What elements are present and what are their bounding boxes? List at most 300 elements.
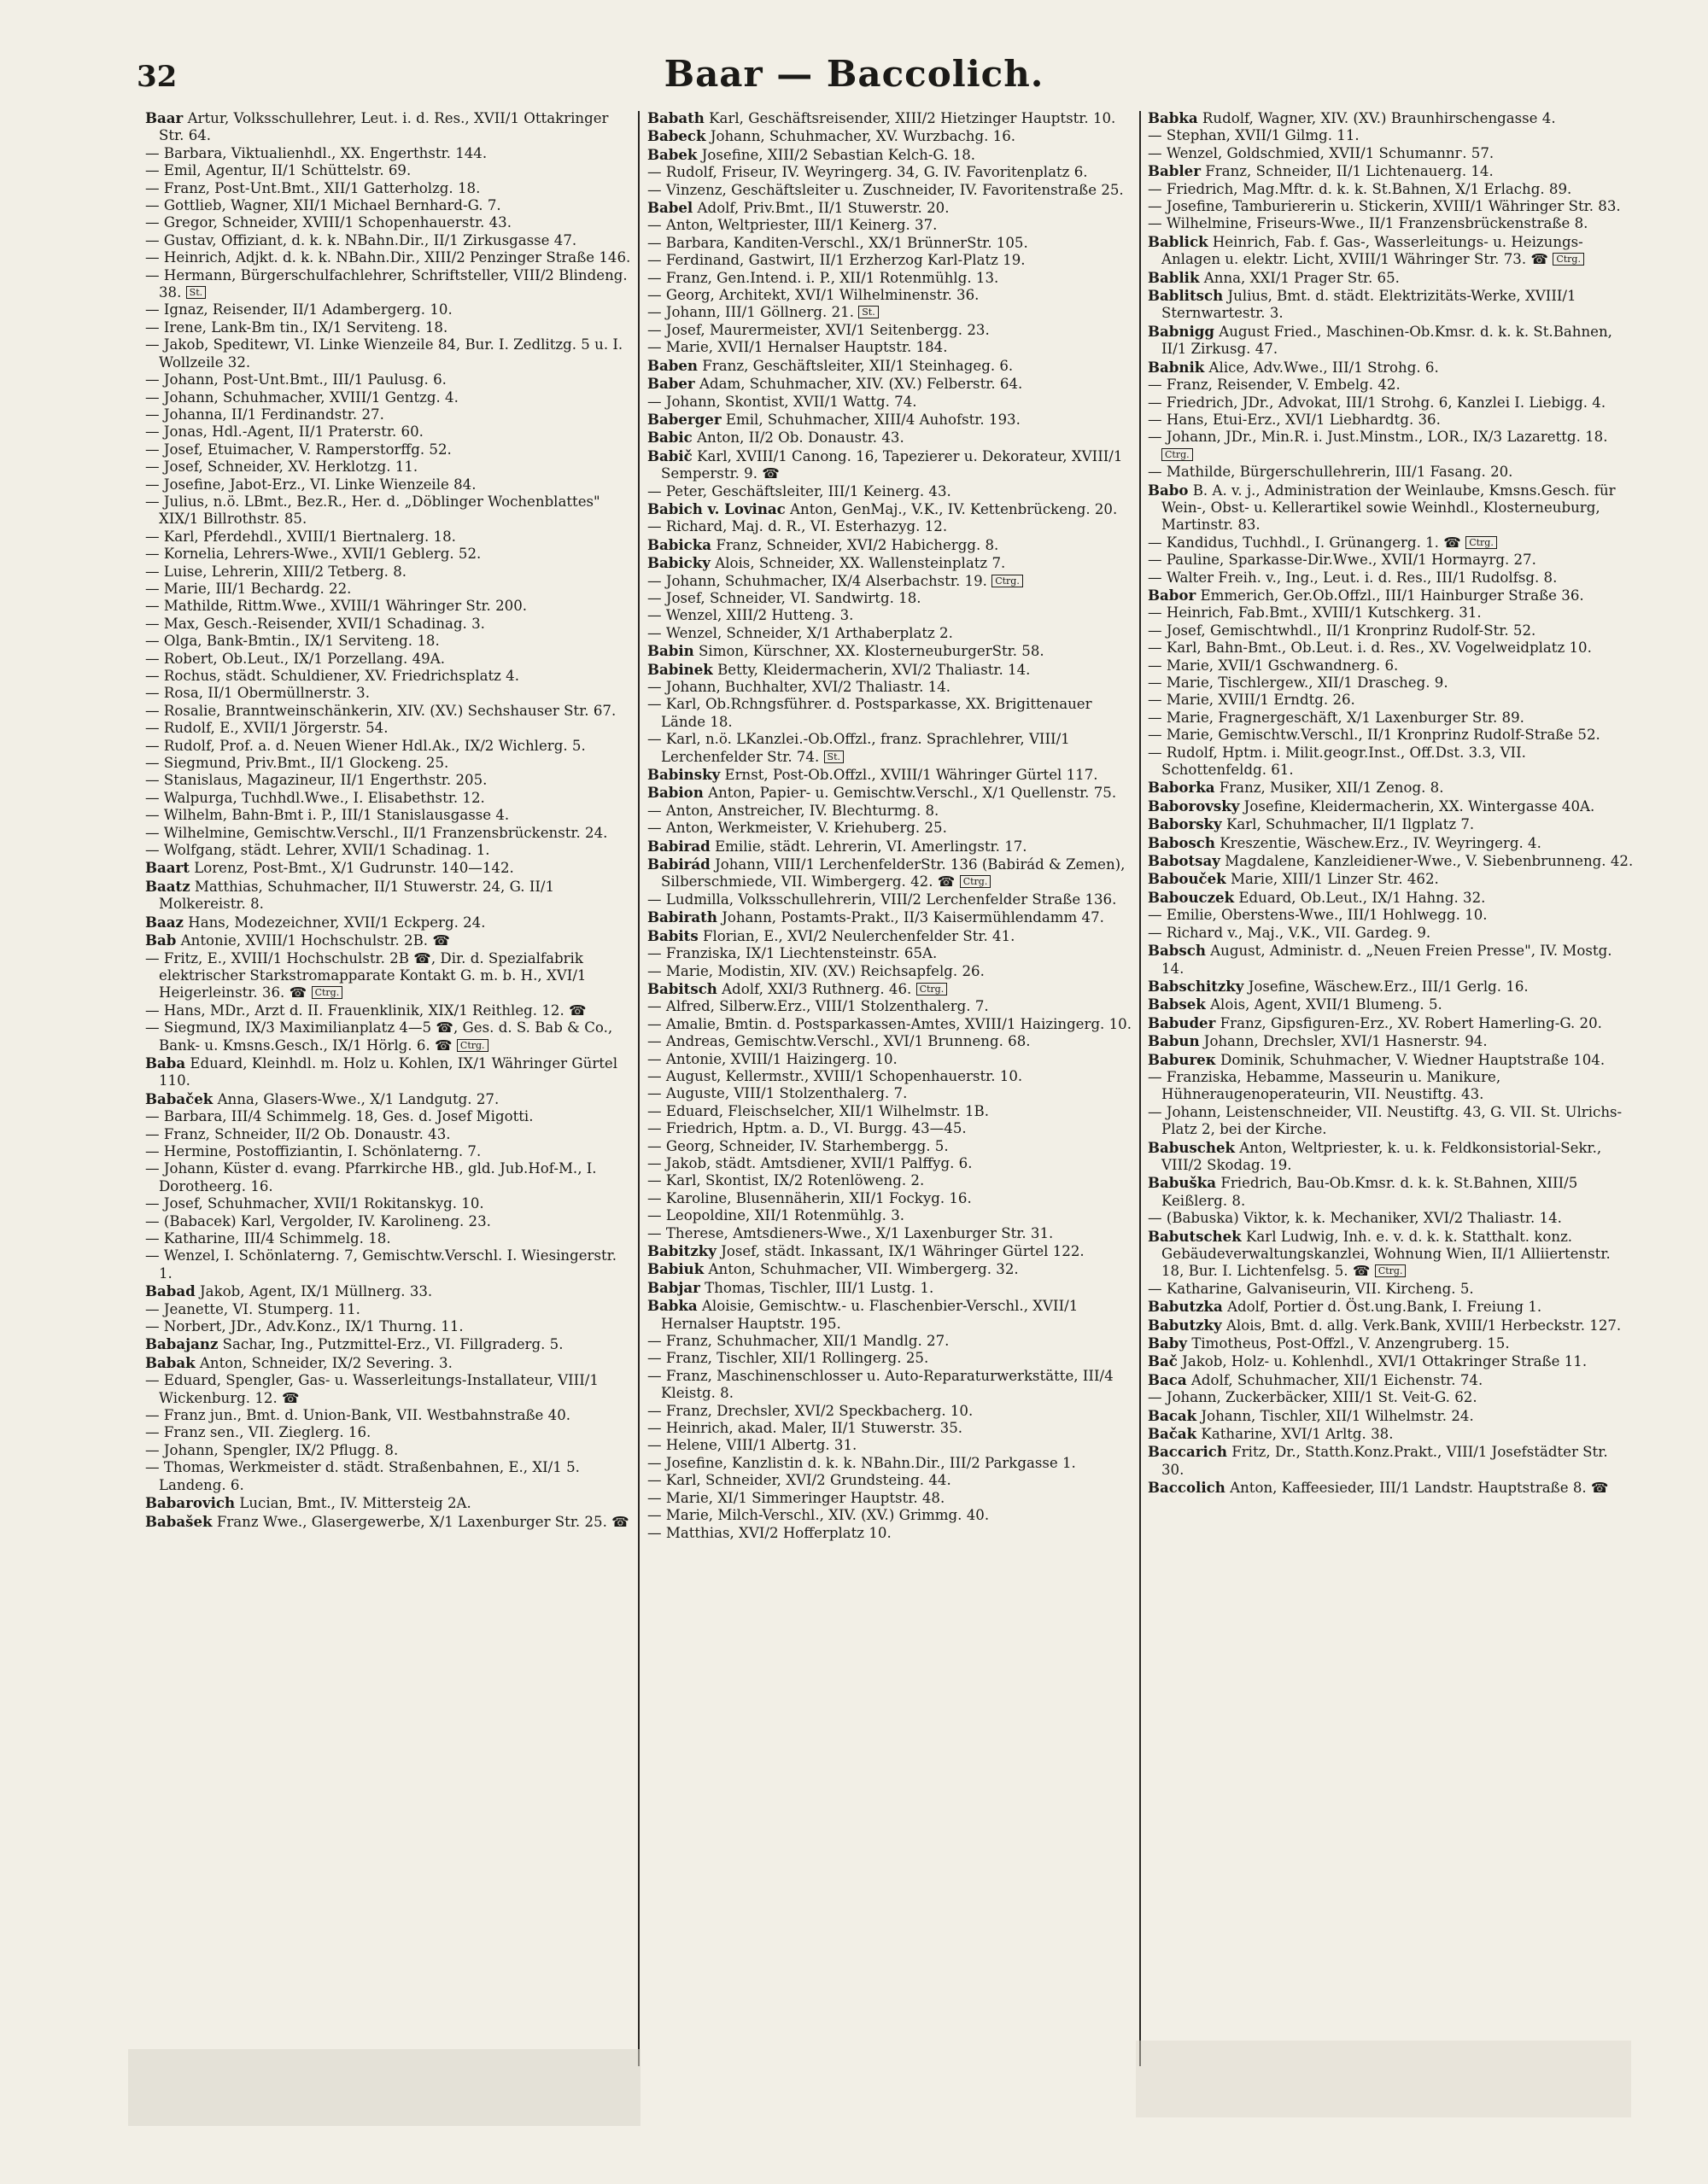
directory-entry xyxy=(145,493,632,528)
directory-entry xyxy=(145,197,632,214)
entry-surname: Babich v. Lovinac xyxy=(647,499,786,517)
entry-details: — Julius, n.ö. LBmt., Bez.R., Her. d. „Döblinger Wochenblattes" XIX/1 Billrothstr. 85. xyxy=(145,493,600,528)
directory-entry xyxy=(647,1368,1134,1403)
entry-details: Anton, Papier- u. Gemischtw.Verschl., X/1 Quellenstr. 75. xyxy=(708,785,1117,802)
entry-details: — Robert, Ob.Leut., IX/1 Porzellang. 49A. xyxy=(145,650,445,667)
directory-entry xyxy=(145,790,632,807)
entry-details: Katharine, XVI/1 Arltg. 38. xyxy=(1201,1426,1394,1443)
entry-details: — Johann, Küster d. evang. Pfarrkirche HB., gld. Jub.Hof-M., I. Dorotheerg. 16. xyxy=(145,1160,597,1194)
directory-entry xyxy=(1148,1014,1635,1032)
entry-details: Emilie, städt. Lehrerin, VI. Amerlingstr. 17. xyxy=(715,838,1027,855)
directory-entry xyxy=(647,322,1134,339)
entry-details: — Norbert, JDr., Adv.Konz., IX/1 Thurng. 11. xyxy=(145,1318,464,1335)
entry-surname: Babun xyxy=(1148,1032,1200,1050)
directory-entry xyxy=(647,803,1134,820)
entry-details: — Eduard, Fleischselcher, XII/1 Wilhelmstr. 1B. xyxy=(647,1102,989,1119)
entry-details: Friedrich, Bau-Ob.Kmsr. d. k. k. St.Bahnen, XIII/5 Keißlerg. 8. xyxy=(1161,1175,1578,1209)
directory-entry xyxy=(145,598,632,615)
directory-entry xyxy=(647,127,1134,145)
entry-surname: Babel xyxy=(647,199,693,217)
directory-entry xyxy=(1148,1317,1635,1334)
directory-entry xyxy=(1148,834,1635,852)
directory-entry xyxy=(145,1143,632,1160)
entry-details: — Johann, JDr., Min.R. i. Just.Minstm., LOR., IX/3 Lazarettg. 18. xyxy=(1148,429,1608,446)
directory-entry xyxy=(145,1424,632,1441)
entry-details: — Helene, VIII/1 Albertg. 31. xyxy=(647,1437,857,1454)
entry-surname: Bablitsch xyxy=(1148,287,1224,305)
entry-details: August Fried., Maschinen-Ob.Kmsr. d. k. k. St.Bahnen, II/1 Zirkusg. 47. xyxy=(1161,323,1612,358)
entry-details: — Anton, Werkmeister, V. Kriehuberg. 25. xyxy=(647,820,947,837)
entry-details: — Marie, Tischlergew., XII/1 Drascheg. 9. xyxy=(1148,674,1448,691)
directory-entry xyxy=(1148,1334,1635,1352)
directory-entry xyxy=(647,1016,1134,1033)
entry-details: Adolf, Schuhmacher, XII/1 Eichenstr. 74. xyxy=(1190,1371,1483,1388)
entry-details: — (Babuska) Viktor, k. k. Mechaniker, XVI/2 Thaliastr. 14. xyxy=(1148,1210,1562,1227)
directory-entry xyxy=(647,1051,1134,1068)
entry-details: Thomas, Tischler, III/1 Lustg. 1. xyxy=(705,1279,934,1296)
entry-surname: Bacak xyxy=(1148,1406,1197,1424)
directory-entry xyxy=(1148,569,1635,587)
entry-surname: Babeck xyxy=(647,127,706,145)
entry-details: — Josefine, Tamburiererin u. Stickerin, XVIII/1 Währinger Str. 83. xyxy=(1148,198,1621,215)
entry-details: — Amalie, Bmtin. d. Postsparkassen-Amtes, XVIII/1 Haizingerg. 10. xyxy=(647,1015,1132,1032)
entry-details: Heinrich, Fab. f. Gas-, Wasserleitungs- u. Heizungs-Anlagen u. elektr. Licht, XVIII/1 Währinger Str. 73. ☎ xyxy=(1161,233,1583,268)
directory-entry xyxy=(1148,109,1635,127)
entry-surname: Baborka xyxy=(1148,779,1215,797)
entry-details: — Wenzel, Schneider, X/1 Arthaberplatz 2. xyxy=(647,624,953,641)
directory-entry xyxy=(1148,1104,1635,1139)
directory-entry xyxy=(1148,889,1635,907)
entry-details: Karl Ludwig, Inh. e. v. d. k. k. Statthalt. konz. Gebäudeverwaltungskanzlei, Wohnung Wien, II/1 Alliiertenstr. 18, Bur. I. Lichtenfelsg. 5. ☎ xyxy=(1161,1228,1611,1280)
directory-entry xyxy=(145,406,632,423)
entry-details: — Auguste, VIII/1 Stolzenthalerg. 7. xyxy=(647,1085,908,1102)
entry-surname: Babirath xyxy=(647,908,717,926)
entry-details: — Richard, Maj. d. R., VI. Esterhazyg. 12. xyxy=(647,518,948,535)
entry-details: — Rudolf, Prof. a. d. Neuen Wiener Hdl.Ak., IX/2 Wichlerg. 5. xyxy=(145,737,586,754)
entry-badge: Ctrg. xyxy=(1465,536,1497,549)
directory-entry xyxy=(1148,534,1635,552)
entry-details: — Franz sen., VII. Zieglerg. 16. xyxy=(145,1424,371,1441)
directory-entry xyxy=(647,1120,1134,1137)
directory-entry xyxy=(647,1207,1134,1224)
directory-entry xyxy=(145,1494,632,1512)
entry-details: — Kandidus, Tuchhdl., I. Grünangerg. 1. ☎ xyxy=(1148,534,1461,551)
entry-details: — Marie, Milch-Verschl., XIV. (XV.) Grimmg. 40. xyxy=(647,1507,990,1524)
entry-surname: Babor xyxy=(1148,586,1196,604)
entry-details: — Rosa, II/1 Obermüllnerstr. 3. xyxy=(145,685,370,702)
directory-entry xyxy=(1148,552,1635,569)
directory-entry xyxy=(145,319,632,336)
directory-entry xyxy=(1148,1069,1635,1104)
entry-details: — Mathilde, Rittm.Wwe., XVIII/1 Währinger Str. 200. xyxy=(145,598,528,615)
directory-entry xyxy=(647,1138,1134,1155)
entry-surname: Babosch xyxy=(1148,833,1215,851)
entry-details: Timotheus, Post-Offzl., V. Anzengruberg. 15. xyxy=(1191,1335,1510,1352)
entry-surname: Babnigg xyxy=(1148,322,1214,340)
directory-entry xyxy=(647,980,1134,998)
entry-details: — Johann, Spengler, IX/2 Pflugg. 8. xyxy=(145,1441,399,1458)
directory-entry xyxy=(647,1437,1134,1454)
entry-details: — Heinrich, Adjkt. d. k. k. NBahn.Dir., XIII/2 Penzinger Straße 146. xyxy=(145,249,631,266)
entry-details: Betty, Kleidermacherin, XVI/2 Thaliastr. 14. xyxy=(717,661,1031,678)
entry-details: Anton, II/2 Ob. Donaustr. 43. xyxy=(697,429,904,447)
directory-entry xyxy=(647,1242,1134,1260)
directory-entry xyxy=(647,429,1134,447)
directory-entry xyxy=(145,180,632,197)
directory-entry xyxy=(647,270,1134,287)
entry-details: Marie, XIII/1 Linzer Str. 462. xyxy=(1230,871,1439,888)
entry-surname: Babouček xyxy=(1148,870,1226,888)
entry-surname: Babek xyxy=(647,145,698,163)
entry-details: — Josef, Schneider, VI. Sandwirtg. 18. xyxy=(647,589,921,606)
directory-entry xyxy=(145,1090,632,1108)
entry-details: — Katharine, Galvaniseurin, VII. Kircheng. 5. xyxy=(1148,1280,1474,1297)
directory-entry xyxy=(647,661,1134,679)
directory-entry xyxy=(1148,622,1635,639)
entry-details: — Rudolf, Hptm. i. Milit.geogr.Inst., Off.Dst. 3.3, VII. Schottenfeldg. 61. xyxy=(1148,744,1526,779)
directory-entry xyxy=(1148,198,1635,215)
entry-details: — Peter, Geschäftsleiter, III/1 Keinerg. 43. xyxy=(647,482,951,499)
entry-details: — Georg, Architekt, XVI/1 Wilhelminenstr. 36. xyxy=(647,287,980,304)
directory-entry xyxy=(647,1333,1134,1350)
entry-details: Eduard, Ob.Leut., IX/1 Hahng. 32. xyxy=(1238,889,1486,906)
directory-entry xyxy=(1148,996,1635,1013)
entry-details: — Ludmilla, Volksschullehrerin, VIII/2 Lerchenfelder Straße 136. xyxy=(647,891,1117,908)
entry-details: — Friedrich, Hptm. a. D., VI. Burgg. 43—45. xyxy=(647,1120,967,1137)
entry-details: Julius, Bmt. d. städt. Elektrizitäts-Werke, XVIII/1 Sternwartestr. 3. xyxy=(1161,288,1576,322)
column-1 xyxy=(145,109,632,2124)
entry-surname: Babuschek xyxy=(1148,1138,1236,1156)
directory-entry xyxy=(145,859,632,877)
entry-details: — Hermine, Postoffiziantin, I. Schönlaterng. 7. xyxy=(145,1142,482,1159)
directory-entry xyxy=(1148,978,1635,996)
directory-entry xyxy=(647,304,1134,321)
entry-details: Franz Wwe., Glasergewerbe, X/1 Laxenburger Str. 25. ☎ xyxy=(216,1513,629,1530)
entry-surname: Babuška xyxy=(1148,1174,1217,1192)
directory-entry xyxy=(1148,587,1635,604)
entry-surname: Babiuk xyxy=(647,1260,705,1278)
directory-entry xyxy=(145,581,632,598)
entry-details: Johann, Schuhmacher, XV. Wurzbachg. 16. xyxy=(710,128,1016,145)
entry-details: — Friedrich, Mag.Mftr. d. k. k. St.Bahnen, X/1 Erlachg. 89. xyxy=(1148,180,1572,197)
directory-entry xyxy=(145,162,632,179)
directory-entry xyxy=(647,1260,1134,1278)
entry-details: — Emilie, Oberstens-Wwe., III/1 Hohlwegg. 10. xyxy=(1148,907,1488,924)
directory-entry xyxy=(1148,1281,1635,1298)
entry-surname: Babajanz xyxy=(145,1335,219,1353)
entry-details: — Thomas, Werkmeister d. städt. Straßenbahnen, E., XI/1 5. Landeng. 6. xyxy=(145,1459,580,1493)
entry-details: Emmerich, Ger.Ob.Offzl., III/1 Hainburger Straße 36. xyxy=(1200,587,1584,604)
directory-entry xyxy=(145,1335,632,1353)
entry-details: — Marie, Modistin, XIV. (XV.) Reichsapfelg. 26. xyxy=(647,962,985,979)
entry-details: — Karoline, Blusennäherin, XII/1 Fockyg. 16. xyxy=(647,1189,972,1206)
entry-details: — Mathilde, Bürgerschullehrerin, III/1 Fasang. 20. xyxy=(1148,464,1513,481)
directory-entry xyxy=(1148,1407,1635,1425)
entry-details: — Marie, XVII/1 Hernalser Hauptstr. 184. xyxy=(647,339,948,356)
directory-entry xyxy=(1148,907,1635,924)
entry-surname: Baatz xyxy=(145,877,190,895)
directory-entry xyxy=(145,755,632,772)
entry-details: — Marie, Fragnergeschäft, X/1 Laxenburger Str. 89. xyxy=(1148,709,1524,726)
entry-surname: Babaček xyxy=(145,1089,214,1107)
entry-details: Matthias, Schuhmacher, II/1 Stuwerstr. 24, G. II/1 Molkereistr. 8. xyxy=(159,878,555,913)
entry-details: Rudolf, Wagner, XIV. (XV.) Braunhirschengasse 4. xyxy=(1202,110,1556,126)
entry-details: August, Administr. d. „Neuen Freien Presse", IV. Mostg. 14. xyxy=(1161,943,1612,977)
directory-entry xyxy=(1148,925,1635,942)
entry-surname: Babinsky xyxy=(647,766,721,784)
entry-details: Anna, Glasers-Wwe., X/1 Landgutg. 27. xyxy=(217,1090,500,1107)
entry-details: — Katharine, III/4 Schimmelg. 18. xyxy=(145,1230,391,1247)
entry-surname: Babutzka xyxy=(1148,1298,1223,1316)
directory-entry xyxy=(1148,657,1635,674)
entry-details: — Jakob, städt. Amtsdiener, XVII/1 Palffyg. 6. xyxy=(647,1154,973,1171)
directory-entry xyxy=(1148,1032,1635,1050)
directory-entry xyxy=(647,1172,1134,1189)
entry-surname: Babicky xyxy=(647,554,711,572)
directory-entry xyxy=(145,772,632,789)
directory-entry xyxy=(145,616,632,633)
entry-surname: Babitsch xyxy=(647,979,717,997)
directory-entry xyxy=(1148,181,1635,198)
entry-details: — Franz, Maschinenschlosser u. Auto-Reparaturwerkstätte, III/4 Kleistg. 8. xyxy=(647,1367,1114,1402)
directory-entry xyxy=(1148,162,1635,180)
entry-surname: Babin xyxy=(647,642,694,660)
entry-surname: Bablick xyxy=(1148,232,1208,250)
entry-details: — Anton, Anstreicher, IV. Blechturmg. 8. xyxy=(647,802,939,819)
directory-entry xyxy=(1148,359,1635,377)
entry-details: Anton, Kaffeesieder, III/1 Landstr. Hauptstraße 8. ☎ xyxy=(1230,1480,1609,1497)
directory-entry xyxy=(1148,215,1635,232)
entry-details: — Siegmund, Priv.Bmt., II/1 Glockeng. 25. xyxy=(145,755,449,772)
entry-badge: Ctrg. xyxy=(991,575,1023,587)
directory-entry xyxy=(1148,394,1635,412)
directory-entry xyxy=(1148,745,1635,780)
entry-details: — Franziska, Hebamme, Masseurin u. Manikure, Hühneraugenoperateurin, VII. Neustiftg. 43. xyxy=(1148,1068,1501,1103)
directory-entry xyxy=(647,146,1134,164)
directory-entry xyxy=(647,1225,1134,1242)
directory-entry xyxy=(647,945,1134,962)
directory-entry xyxy=(145,703,632,720)
entry-details: Johann, Drechsler, XVI/1 Hasnerstr. 94. xyxy=(1203,1033,1488,1050)
entry-surname: Babinek xyxy=(647,660,713,678)
directory-entry xyxy=(1148,1051,1635,1069)
directory-entry xyxy=(145,1002,632,1019)
directory-entry xyxy=(647,483,1134,500)
directory-entry xyxy=(1148,639,1635,657)
entry-details: — Antonie, XVIII/1 Haizingerg. 10. xyxy=(647,1050,898,1067)
entry-details: Josefine, Kleidermacherin, XX. Wintergasse 40A. xyxy=(1243,797,1595,815)
entry-surname: Baborovsky xyxy=(1148,797,1240,815)
directory-entry xyxy=(145,738,632,755)
entry-details: Florian, E., XVI/2 Neulerchenfelder Str. 41. xyxy=(702,927,1015,944)
entry-details: — Josefine, Kanzlistin d. k. k. NBahn.Dir., III/2 Parkgasse 1. xyxy=(647,1454,1076,1471)
entry-details: — Hans, Etui-Erz., XVI/1 Liebhardtg. 36. xyxy=(1148,411,1441,428)
entry-details: Aloisie, Gemischtw.- u. Flaschenbier-Verschl., XVII/1 Hernalser Hauptstr. 195. xyxy=(661,1298,1079,1332)
directory-entry xyxy=(1148,692,1635,709)
directory-entry xyxy=(1148,127,1635,144)
entry-details: — Karl, Pferdehdl., XVIII/1 Biertnalerg. 18. xyxy=(145,528,456,545)
directory-entry xyxy=(647,1297,1134,1333)
directory-entry xyxy=(145,1318,632,1335)
entry-details: — Max, Gesch.-Reisender, XVII/1 Schadinag. 3. xyxy=(145,615,485,632)
entry-details: — Johann, Zuckerbäcker, XIII/1 St. Veit-G. 62. xyxy=(1148,1389,1477,1406)
entry-surname: Baaz xyxy=(145,913,184,931)
entry-details: — Karl, n.ö. LKanzlei.-Ob.Offzl., franz. Sprachlehrer, VIII/1 Lerchenfelder Str. 74. xyxy=(647,731,1070,765)
directory-entry xyxy=(647,679,1134,696)
directory-entry xyxy=(647,820,1134,837)
entry-details: — Franz, Schuhmacher, XII/1 Mandlg. 27. xyxy=(647,1333,950,1350)
entry-surname: Babschitzky xyxy=(1148,977,1244,995)
entry-details: — Luise, Lehrerin, XIII/2 Tetberg. 8. xyxy=(145,563,407,580)
directory-entry xyxy=(145,214,632,231)
entry-details: Alois, Schneider, XX. Wallensteinplatz 7. xyxy=(715,555,1006,572)
entry-badge: Ctrg. xyxy=(1553,253,1584,266)
entry-surname: Babic xyxy=(647,429,693,447)
directory-entry xyxy=(647,394,1134,411)
directory-entry xyxy=(647,908,1134,926)
entry-details: — Josef, Maurermeister, XVI/1 Seitenbergg. 23. xyxy=(647,321,990,338)
directory-entry xyxy=(145,1126,632,1143)
entry-details: — Franz, Tischler, XII/1 Rollingerg. 25. xyxy=(647,1350,929,1367)
entry-surname: Babits xyxy=(647,926,699,944)
directory-entry xyxy=(1148,797,1635,815)
column-divider xyxy=(1139,111,1141,2066)
directory-entry xyxy=(647,164,1134,181)
directory-entry xyxy=(1148,412,1635,429)
entry-details: — Franz, Schneider, II/2 Ob. Donaustr. 43. xyxy=(145,1125,451,1142)
entry-badge: Ctrg. xyxy=(1375,1264,1407,1277)
directory-entry xyxy=(647,573,1134,590)
entry-badge: St. xyxy=(858,306,878,318)
entry-details: — Franz, Reisender, V. Embelg. 42. xyxy=(1148,377,1401,394)
entry-details: — Johann, III/1 Göllnerg. 21. xyxy=(647,304,854,321)
entry-details: Franz, Musiker, XII/1 Zenog. 8. xyxy=(1219,780,1444,797)
directory-entry xyxy=(1148,377,1635,394)
directory-entry xyxy=(647,199,1134,217)
directory-entry xyxy=(647,357,1134,375)
directory-entry xyxy=(647,590,1134,607)
entry-details: Lorenz, Post-Bmt., X/1 Gudrunstr. 140—142. xyxy=(194,860,514,877)
directory-entry xyxy=(647,1403,1134,1420)
entry-details: — Emil, Agentur, II/1 Schüttelstr. 69. xyxy=(145,162,412,179)
directory-entry xyxy=(647,1279,1134,1297)
entry-surname: Babjar xyxy=(647,1278,700,1296)
entry-details: Jakob, Holz- u. Kohlenhdl., XVI/1 Ottakringer Straße 11. xyxy=(1182,1353,1588,1370)
entry-surname: Baba xyxy=(145,1054,186,1072)
entry-details: — Heinrich, Fab.Bmt., XVIII/1 Kutschkerg. 31. xyxy=(1148,604,1482,622)
entry-details: — Marie, III/1 Bechardg. 22. xyxy=(145,580,352,597)
directory-entry xyxy=(145,441,632,458)
entry-details: Dominik, Schuhmacher, V. Wiedner Hauptstraße 104. xyxy=(1220,1051,1606,1068)
entry-details: — Therese, Amtsdieners-Wwe., X/1 Laxenburger Str. 31. xyxy=(647,1224,1054,1241)
directory-entry xyxy=(647,963,1134,980)
directory-entry xyxy=(145,528,632,546)
directory-entry xyxy=(145,371,632,388)
entry-surname: Baben xyxy=(647,356,699,374)
directory-entry xyxy=(647,287,1134,304)
entry-surname: Babion xyxy=(647,784,704,802)
directory-entry xyxy=(647,1033,1134,1050)
entry-details: — Johann, Buchhalter, XVI/2 Thaliastr. 14. xyxy=(647,679,951,695)
directory-entry xyxy=(1148,870,1635,888)
entry-surname: Bačak xyxy=(1148,1425,1197,1443)
entry-details: Josefine, Wäschew.Erz., III/1 Gerlg. 16. xyxy=(1248,978,1529,995)
directory-entry xyxy=(145,267,632,302)
directory-entry xyxy=(145,1247,632,1282)
directory-entry xyxy=(647,855,1134,891)
directory-entry xyxy=(647,1350,1134,1367)
entry-details: — Leopoldine, XII/1 Rotenmühlg. 3. xyxy=(647,1207,905,1224)
directory-entry xyxy=(1148,1389,1635,1406)
entry-details: — Karl, Skontist, IX/2 Rotenlöweng. 2. xyxy=(647,1172,925,1189)
directory-entry xyxy=(1148,145,1635,162)
directory-entry xyxy=(647,642,1134,660)
directory-entry xyxy=(145,825,632,842)
entry-details: Adam, Schuhmacher, XIV. (XV.) Felberstr. 64. xyxy=(699,376,1023,393)
entry-badge: St. xyxy=(186,286,206,299)
column-2 xyxy=(647,109,1134,2124)
entry-details: — Johanna, II/1 Ferdinandstr. 27. xyxy=(145,406,384,423)
entry-details: Franz, Schneider, XVI/2 Habichergg. 8. xyxy=(716,536,999,553)
directory-entry xyxy=(647,1085,1134,1102)
entry-details: Anton, GenMaj., V.K., IV. Kettenbrückeng. 20. xyxy=(790,500,1118,517)
entry-surname: Babitzky xyxy=(647,1242,717,1259)
directory-entry xyxy=(647,375,1134,393)
directory-entry xyxy=(647,607,1134,624)
entry-details: Ernst, Post-Ob.Offzl., XVIII/1 Währinger Gürtel 117. xyxy=(724,767,1098,784)
entry-surname: Babotsay xyxy=(1148,852,1220,870)
directory-entry xyxy=(1148,1443,1635,1479)
entry-details: — Rochus, städt. Schuldiener, XV. Friedrichsplatz 4. xyxy=(145,668,519,684)
entry-details: — Gustav, Offiziant, d. k. k. NBahn.Dir., II/1 Zirkusgasse 47. xyxy=(145,231,577,248)
directory-entry xyxy=(145,1459,632,1494)
directory-entry xyxy=(1148,710,1635,727)
directory-entry xyxy=(647,696,1134,731)
entry-details: — Karl, Ob.Rchngsführer. d. Postsparkasse, XX. Brigittenauer Lände 18. xyxy=(647,696,1092,730)
entry-details: — Josef, Schuhmacher, XVII/1 Rokitanskyg. 10. xyxy=(145,1195,484,1212)
entry-details: — Jonas, Hdl.-Agent, II/1 Praterstr. 60. xyxy=(145,423,424,441)
directory-entry xyxy=(145,685,632,702)
entry-surname: Babsch xyxy=(1148,942,1206,960)
entry-badge: Ctrg. xyxy=(916,983,948,996)
entry-surname: Baart xyxy=(145,859,190,877)
directory-entry xyxy=(145,1213,632,1230)
entry-details: Josefine, XIII/2 Sebastian Kelch-G. 18. xyxy=(701,146,976,163)
entry-surname: Babak xyxy=(145,1353,196,1371)
directory-entry xyxy=(647,838,1134,855)
entry-details: — Franziska, IX/1 Liechtensteinstr. 65A. xyxy=(647,945,938,962)
directory-entry xyxy=(647,1507,1134,1524)
entry-surname: Babnik xyxy=(1148,358,1205,376)
entry-details: — Anton, Weltpriester, III/1 Keinerg. 37. xyxy=(647,217,938,234)
entry-details: Karl, Geschäftsreisender, XIII/2 Hietzinger Hauptstr. 10. xyxy=(709,110,1116,126)
entry-badge: Ctrg. xyxy=(457,1039,488,1052)
directory-entry xyxy=(145,807,632,824)
column-divider xyxy=(638,111,640,2066)
entry-details: Anna, XXI/1 Prager Str. 65. xyxy=(1203,269,1400,286)
entry-details: — Johann, Schuhmacher, IX/4 Alserbachstr. 19. xyxy=(647,572,987,589)
entry-details: Alois, Bmt. d. allg. Verk.Bank, XVIII/1 Herbeckstr. 127. xyxy=(1225,1317,1622,1334)
directory-entry xyxy=(647,536,1134,554)
entry-details: — Richard v., Maj., V.K., VII. Gardeg. 9. xyxy=(1148,924,1431,941)
directory-entry xyxy=(145,476,632,493)
directory-entry xyxy=(647,766,1134,784)
directory-entry xyxy=(647,447,1134,483)
directory-entry xyxy=(647,500,1134,518)
directory-entry xyxy=(145,1282,632,1300)
entry-details: — Jeanette, VI. Stumperg. 11. xyxy=(145,1300,360,1317)
entry-details: — Rudolf, Friseur, IV. Weyringerg. 34, G. IV. Favoritenplatz 6. xyxy=(647,164,1088,181)
